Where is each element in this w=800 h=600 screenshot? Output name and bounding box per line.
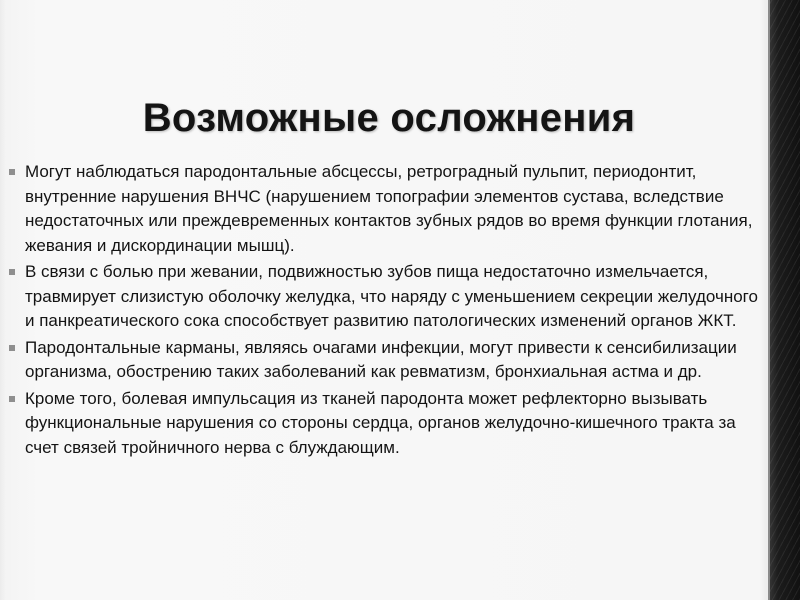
bullet-item-complications <box>8 160 760 258</box>
bullet-list <box>8 160 760 462</box>
square-bullet-icon <box>9 169 15 175</box>
bullet-item-reflex-disorders <box>8 387 760 461</box>
bullet-item-periodontal-pockets <box>8 336 760 385</box>
bullet-text: Пародонтальные карманы, являясь очагами инфекции, могут привести к сенсибилизации организма, обострению таких заболеваний как ревматизм, бронхиальная астма и др. <box>25 337 737 381</box>
square-bullet-icon <box>9 269 15 275</box>
bullet-item-chewing-pain <box>8 260 760 334</box>
square-bullet-icon <box>9 396 15 402</box>
bullet-text: В связи с болью при жевании, подвижностью зубов пища недостаточно измельчается, травмирует слизистую оболочку желудка, что наряду с уменьшением секреции желудочного и панкреатического сока способствует развитию патологических изменений органов ЖКТ. <box>25 262 758 330</box>
bullet-text: Могут наблюдаться пародонтальные абсцессы, ретроградный пульпит, периодонтит, внутренние нарушения ВНЧС (нарушением топографии элементов сустава, вследствие недостаточных или преждевременных контактов зубных рядов во время функции глотания, жевания и дискординации мышц). <box>25 162 753 255</box>
square-bullet-icon <box>9 345 15 351</box>
slide-title: Возможные осложнения <box>142 96 636 140</box>
decorative-frame-border <box>768 0 800 600</box>
bullet-text: Кроме того, болевая импульсация из тканей пародонта может рефлекторно вызывать функциональные нарушения со стороны сердца, органов желудочно-кишечного тракта за счет связей тройничного нерва с блуждающим. <box>25 388 736 457</box>
